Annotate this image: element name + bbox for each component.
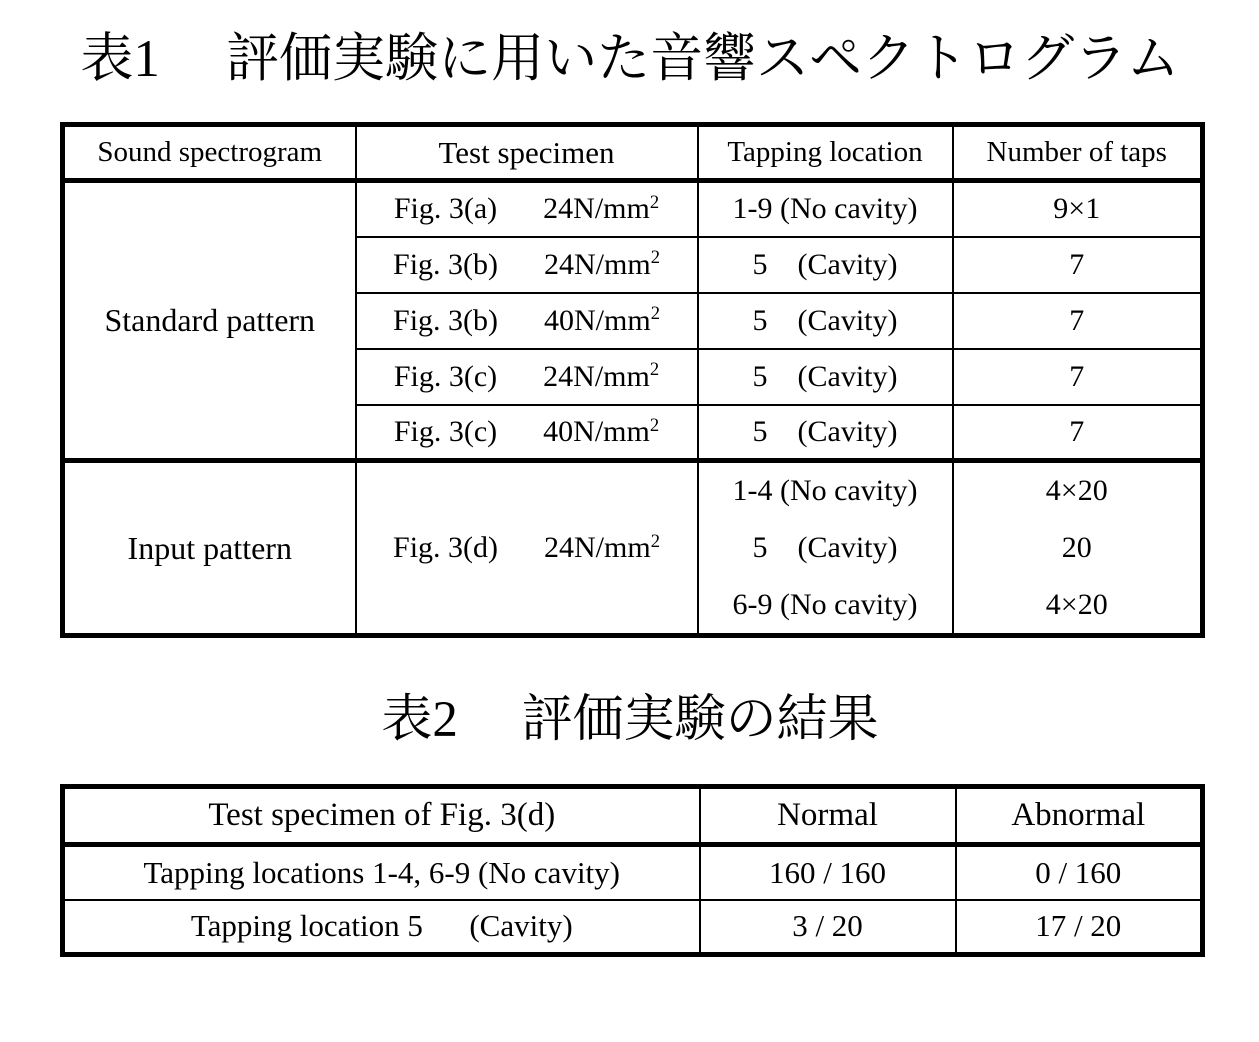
number-of-taps-cell: 7 bbox=[953, 349, 1203, 405]
input-pattern-label-cell: Input pattern bbox=[63, 461, 356, 636]
normal-count-cell: 3 / 20 bbox=[700, 900, 956, 955]
number-of-taps-cell: 9×1 bbox=[953, 181, 1203, 237]
table-row bbox=[63, 181, 1203, 237]
table2-header-abnormal: Abnormal bbox=[956, 787, 1203, 845]
strength-superscript: 2 bbox=[650, 303, 660, 325]
strength-label bbox=[544, 304, 660, 338]
test-specimen-cell bbox=[356, 293, 698, 349]
table-row bbox=[63, 845, 1203, 900]
strength-superscript: 2 bbox=[649, 414, 660, 436]
fig-label: Fig. 3(b) bbox=[393, 303, 499, 337]
tapping-location-line: 5 (Cavity) bbox=[752, 530, 898, 564]
fig-label: Fig. 3(c) bbox=[393, 414, 498, 448]
strength-value: 40N/mm bbox=[543, 414, 650, 448]
table1-header-sound-spectrogram: Sound spectrogram bbox=[63, 125, 356, 181]
strength-label bbox=[543, 192, 659, 226]
test-specimen-cell bbox=[356, 181, 698, 237]
number-of-taps-line: 4×20 bbox=[1045, 474, 1108, 508]
strength-superscript: 2 bbox=[650, 247, 660, 269]
table2-header-test-specimen: Test specimen of Fig. 3(d) bbox=[63, 787, 700, 845]
test-specimen-cell bbox=[356, 461, 698, 636]
specimen-group bbox=[357, 192, 697, 226]
strength-superscript: 2 bbox=[649, 192, 660, 214]
standard-pattern-label-cell: Standard pattern bbox=[63, 181, 356, 461]
page-content bbox=[60, 26, 1200, 957]
specimen-group bbox=[357, 248, 697, 282]
table2-header-row bbox=[63, 787, 1203, 845]
specimen-group bbox=[357, 415, 697, 449]
strength-label bbox=[543, 415, 659, 449]
number-of-taps-line: 4×20 bbox=[1045, 587, 1108, 621]
fig-label: Fig. 3(c) bbox=[393, 359, 498, 393]
tapping-location-cell: 5 (Cavity) bbox=[698, 405, 953, 461]
table2-title: 表2 評価実験の結果 bbox=[381, 692, 879, 748]
number-of-taps-cell bbox=[953, 461, 1203, 636]
tapping-location-cell: 5 (Cavity) bbox=[698, 293, 953, 349]
tapping-location-cell: 5 (Cavity) bbox=[698, 349, 953, 405]
table-row bbox=[63, 900, 1203, 955]
result-label-cell: Tapping location 5 (Cavity) bbox=[63, 900, 700, 955]
abnormal-count-cell: 17 / 20 bbox=[956, 900, 1203, 955]
number-of-taps-cell: 7 bbox=[953, 293, 1203, 349]
specimen-group bbox=[357, 531, 697, 565]
strength-value: 24N/mm bbox=[543, 359, 650, 393]
table1-header-row bbox=[63, 125, 1203, 181]
normal-count-cell: 160 / 160 bbox=[700, 845, 956, 900]
table1-header-test-specimen: Test specimen bbox=[356, 125, 698, 181]
table2 bbox=[60, 784, 1205, 957]
table1-title: 表1 評価実験に用いた音響スペクトログラム bbox=[80, 30, 1180, 88]
tapping-location-cell: 1-9 (No cavity) bbox=[698, 181, 953, 237]
test-specimen-cell bbox=[356, 237, 698, 293]
strength-value: 40N/mm bbox=[544, 303, 651, 337]
number-of-taps-cell: 7 bbox=[953, 237, 1203, 293]
fig-label: Fig. 3(b) bbox=[393, 247, 499, 281]
strength-value: 24N/mm bbox=[544, 531, 651, 564]
number-of-taps-lines bbox=[954, 463, 1201, 633]
fig-label: Fig. 3(d) bbox=[393, 531, 499, 564]
table-row bbox=[63, 461, 1203, 636]
number-of-taps-line: 20 bbox=[1061, 530, 1092, 564]
tapping-location-line: 1-4 (No cavity) bbox=[732, 474, 918, 508]
table1-header-tapping-location: Tapping location bbox=[698, 125, 953, 181]
fig-label: Fig. 3(a) bbox=[393, 192, 498, 226]
tapping-location-line: 6-9 (No cavity) bbox=[732, 587, 918, 621]
strength-value: 24N/mm bbox=[544, 247, 651, 281]
table2-header-normal: Normal bbox=[700, 787, 956, 845]
strength-superscript: 2 bbox=[649, 359, 660, 381]
result-label-cell: Tapping locations 1-4, 6-9 (No cavity) bbox=[63, 845, 700, 900]
abnormal-count-cell: 0 / 160 bbox=[956, 845, 1203, 900]
table1 bbox=[60, 122, 1205, 638]
number-of-taps-cell: 7 bbox=[953, 405, 1203, 461]
tapping-location-lines bbox=[699, 463, 952, 633]
specimen-group bbox=[357, 360, 697, 394]
table1-header-number-of-taps: Number of taps bbox=[953, 125, 1203, 181]
test-specimen-cell bbox=[356, 405, 698, 461]
strength-label bbox=[544, 248, 660, 282]
strength-superscript: 2 bbox=[650, 530, 660, 552]
tapping-location-cell: 5 (Cavity) bbox=[698, 237, 953, 293]
strength-label bbox=[543, 360, 659, 394]
specimen-group bbox=[357, 304, 697, 338]
tapping-location-cell bbox=[698, 461, 953, 636]
test-specimen-cell bbox=[356, 349, 698, 405]
strength-label bbox=[544, 531, 660, 565]
strength-value: 24N/mm bbox=[543, 192, 650, 226]
